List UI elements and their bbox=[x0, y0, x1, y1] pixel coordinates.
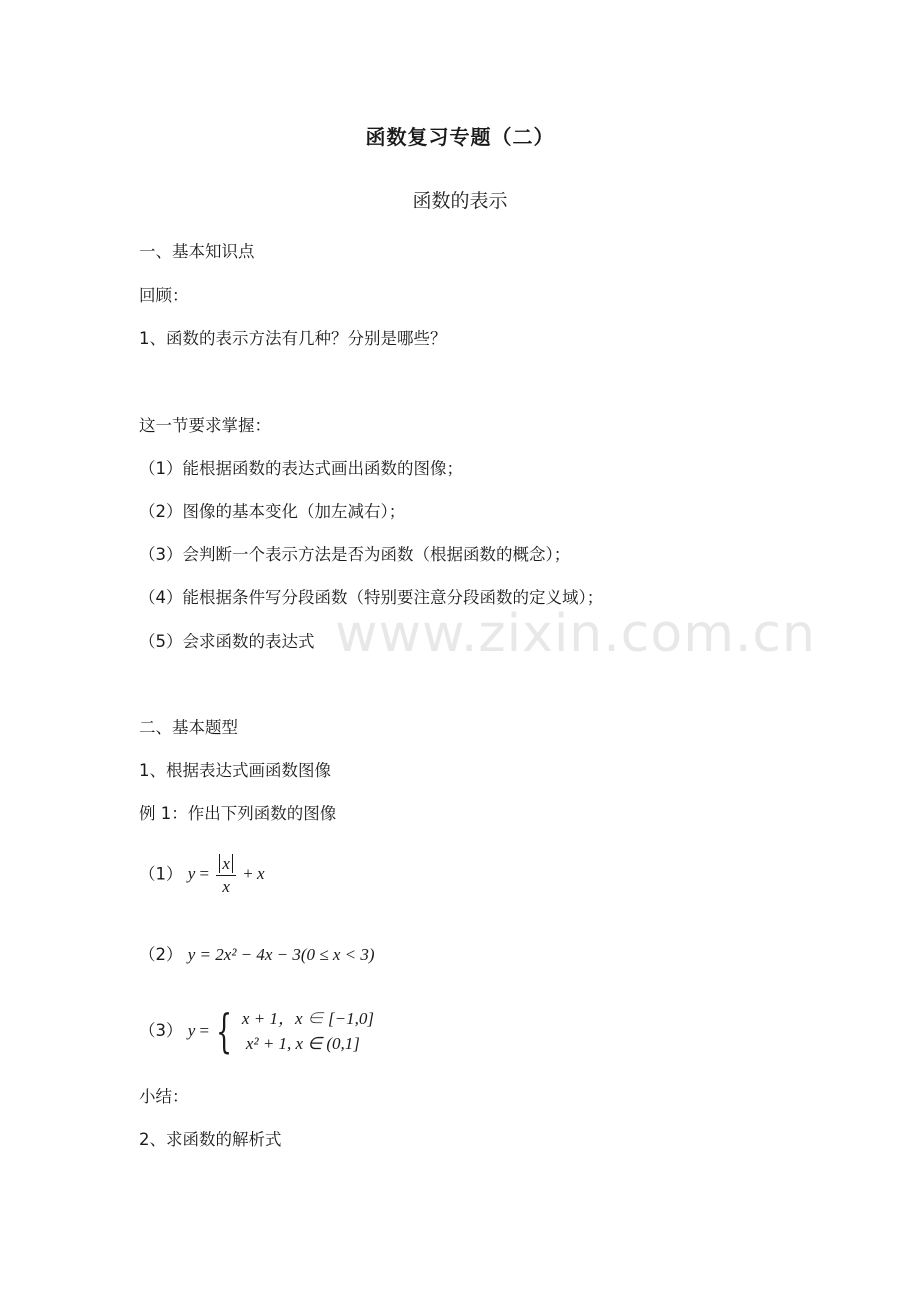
topic-2: 2、求函数的解析式 bbox=[139, 1130, 282, 1149]
requirement-item-2: （2）图像的基本变化（加左减右）； bbox=[139, 502, 406, 521]
question-1: 1、函数的表示方法有几种？分别是哪些？ bbox=[139, 329, 447, 348]
requirements-intro: 这一节要求掌握： bbox=[139, 416, 271, 435]
example-item-2-label: （2） bbox=[139, 945, 183, 964]
watermark: www.zixin.com.cn bbox=[335, 604, 816, 664]
section2-heading: 二、基本题型 bbox=[139, 718, 238, 737]
section1-heading: 一、基本知识点 bbox=[139, 242, 255, 261]
piecewise-case-1: x + 1，x ∈ [−1,0] bbox=[241, 1009, 374, 1028]
piecewise-case-2: x² + 1, x ∈ (0,1] bbox=[245, 1034, 360, 1053]
summary-label: 小结： bbox=[139, 1087, 189, 1106]
requirement-item-1: （1）能根据函数的表达式画出函数的图像； bbox=[139, 459, 463, 478]
example-item-3 bbox=[139, 1006, 374, 1056]
example-1: 例 1：作出下列函数的图像 bbox=[139, 804, 337, 823]
topic-1: 1、根据表达式画函数图像 bbox=[139, 761, 331, 780]
example-item-1-label: （1） bbox=[139, 864, 183, 884]
example-item-2 bbox=[139, 944, 375, 966]
piecewise-function bbox=[216, 1006, 374, 1056]
requirement-item-4: （4）能根据条件写分段函数（特别要注意分段函数的定义域）； bbox=[139, 588, 604, 607]
example-item-3-label: （3） bbox=[139, 1021, 183, 1040]
example-item-1 bbox=[139, 853, 265, 898]
review-label: 回顾： bbox=[139, 286, 189, 305]
page-title: 函数复习专题（二） bbox=[365, 125, 555, 149]
left-brace: { bbox=[216, 1004, 233, 1058]
fraction: $\frac{x}{x}$ bbox=[216, 853, 236, 898]
formula-abs-over-x: y = $\frac{x}{x}$ + x bbox=[187, 854, 265, 896]
requirement-item-3: （3）会判断一个表示方法是否为函数（根据函数的概念）； bbox=[139, 545, 571, 564]
page-subtitle: 函数的表示 bbox=[412, 190, 508, 212]
formula-quadratic: y = 2x² − 4x − 3(0 ≤ x < 3) bbox=[187, 945, 375, 964]
requirement-item-5: （5）会求函数的表达式 bbox=[139, 632, 315, 651]
piecewise-lhs: y = bbox=[187, 1021, 210, 1040]
